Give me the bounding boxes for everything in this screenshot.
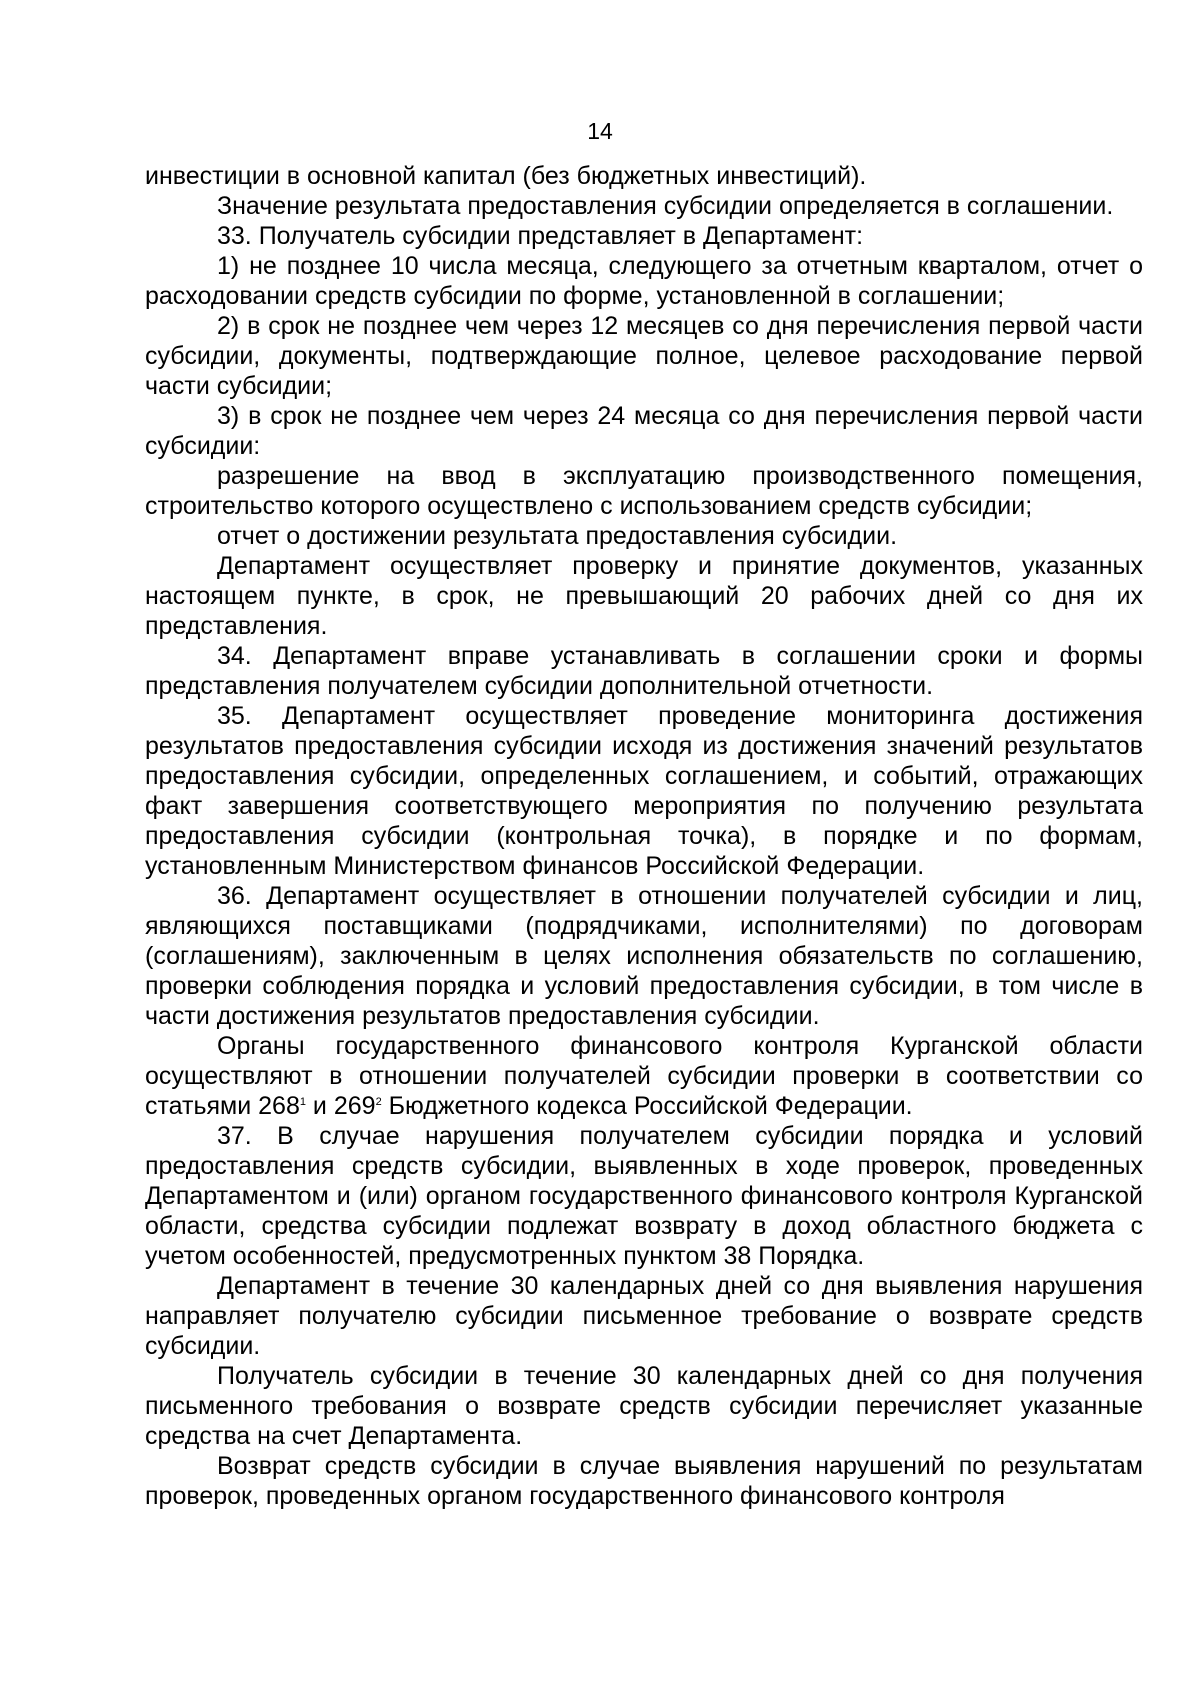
paragraph: Департамент в течение 30 календарных дней со дня выявления нарушения направляет получателю субсидии письменное требование о возврате средств субсидии. <box>145 1272 1143 1360</box>
paragraph: Значение результата предоставления субсидии определяется в соглашении. <box>217 192 1114 220</box>
paragraph: 2) в срок не позднее чем через 12 месяцев со дня перечисления первой части субсидии, документы, подтверждающие полное, целевое расходование первой части субсидии; <box>145 312 1143 400</box>
control-text-before: Органы государственного финансового контроля Курганской области осуществляют в отношении получателей субсидии проверки в соответствии со статьями 268 <box>145 1032 1143 1120</box>
superscript: 1 <box>299 1096 306 1108</box>
paragraph: 35. Департамент осуществляет проведение мониторинга достижения результатов предоставления субсидии исходя из достижения значений результатов предоставления субсидии, определенных соглашением, и событий, отражающих факт завершения соответствующего мероприятия по получению результата предоставления субсидии (контрольная точка), в порядке и по формам, установленным Министерством финансов Российской Федерации. <box>145 702 1143 880</box>
paragraph: Департамент осуществляет проверку и принятие документов, указанных настоящем пункте, в срок, не превышающий 20 рабочих дней со дня их представления. <box>145 552 1143 640</box>
page-number: 14 <box>587 118 613 144</box>
control-text-middle: и 269 <box>305 1092 376 1120</box>
paragraph: 37. В случае нарушения получателем субсидии порядка и условий предоставления средств субсидии, выявленных в ходе проверок, проведенных Департаментом и (или) органом государственного финансового контроля Курганской области, средства субсидии подлежат возврату в доход областного бюджета с учетом особенностей, предусмотренных пунктом 38 Порядка. <box>145 1122 1143 1270</box>
paragraph: разрешение на ввод в эксплуатацию производственного помещения, строительство которого осуществлено с использованием средств субсидии; <box>145 462 1143 520</box>
paragraph: Получатель субсидии в течение 30 календарных дней со дня получения письменного требования о возврате средств субсидии перечисляет указанные средства на счет Департамента. <box>145 1362 1143 1450</box>
paragraph: Возврат средств субсидии в случае выявления нарушений по результатам проверок, проведенных органом государственного финансового контроля <box>145 1452 1143 1510</box>
paragraph: 36. Департамент осуществляет в отношении получателей субсидии и лиц, являющихся поставщиками (подрядчиками, исполнителями) по договорам (соглашениям), заключенным в целях исполнения обязательств по соглашению, проверки соблюдения порядка и условий предоставления субсидии, в том числе в части достижения результатов предоставления субсидии. <box>145 882 1143 1030</box>
paragraph: отчет о достижении результата предоставления субсидии. <box>217 522 898 550</box>
paragraph: 3) в срок не позднее чем через 24 месяца со дня перечисления первой части субсидии: <box>145 402 1143 460</box>
superscript: 2 <box>375 1096 382 1108</box>
paragraph: 1) не позднее 10 числа месяца, следующего за отчетным кварталом, отчет о расходовании средств субсидии по форме, установленной в соглашении; <box>145 252 1143 310</box>
paragraph-control <box>145 1031 1143 1121</box>
control-text-after: Бюджетного кодекса Российской Федерации. <box>381 1092 913 1120</box>
paragraph: 34. Департамент вправе устанавливать в соглашении сроки и формы представления получателем субсидии дополнительной отчетности. <box>145 642 1143 700</box>
document-body <box>145 161 1143 1511</box>
paragraph: 33. Получатель субсидии представляет в Департамент: <box>217 222 864 250</box>
paragraph: инвестиции в основной капитал (без бюджетных инвестиций). <box>145 162 867 190</box>
